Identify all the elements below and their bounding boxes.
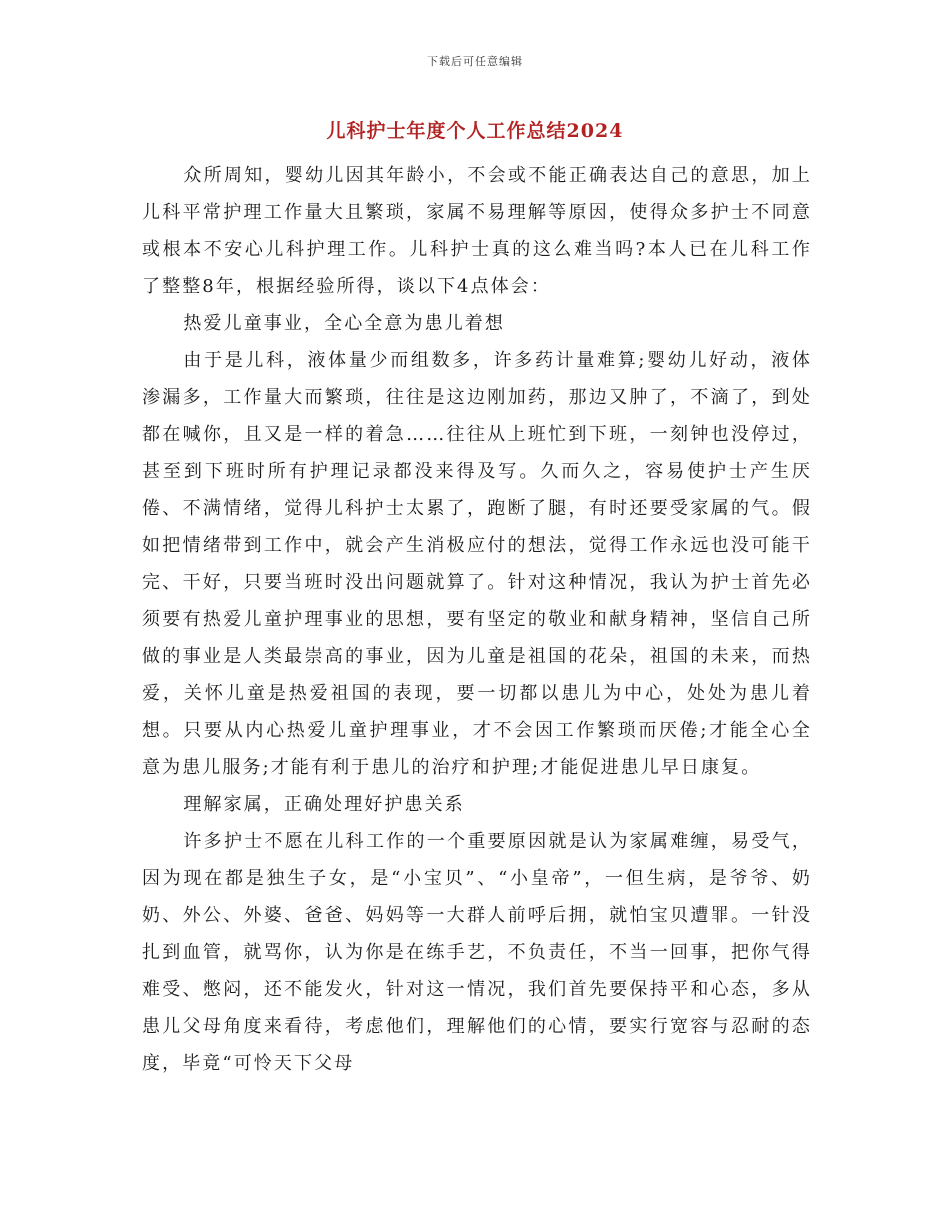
paragraph-intro: 众所周知，婴幼儿因其年龄小，不会或不能正确表达自己的意思，加上儿科平常护理工作量大且繁琐，家属不易理解等原因，使得众多护士不同意或根本不安心儿科护理工作。儿科护士真的这么难当吗?本人已在儿科工作了整整8年，根据经验所得，谈以下4点体会： — [142, 165, 812, 297]
section-heading-1: 热爱儿童事业，全心全意为患儿着想 — [183, 313, 505, 334]
paragraph-section-2: 许多护士不愿在儿科工作的一个重要原因就是认为家属难缠，易受气，因为现在都是独生子女，是“小宝贝”、“小皇帝”，一但生病，是爷爷、奶奶、外公、外婆、爸爸、妈妈等一大群人前呼后拥，就怕宝贝遭罪。一针没扎到血管，就骂你，认为你是在练手艺，不负责任，不当一回事，把你气得难受、憋闷，还不能发火，针对这一情况，我们首先要保持平和心态，多从患儿父母角度来看待，考虑他们，理解他们的心情，要实行宽容与忍耐的态度，毕竟“可怜天下父母 — [142, 831, 812, 1074]
section-heading-2: 理解家属，正确处理好护患关系 — [183, 794, 465, 815]
document-title: 儿科护士年度个人工作总结2024 — [326, 120, 624, 142]
paragraph-section-1: 由于是儿科，液体量少而组数多，许多药计量难算;婴幼儿好动，液体渗漏多，工作量大而繁琐，往往是这边刚加药，那边又肿了，不滴了，到处都在喊你，且又是一样的着急……往往从上班忙到下班，一刻钟也没停过，甚至到下班时所有护理记录都没来得及写。久而久之，容易使护士产生厌倦、不满情绪，觉得儿科护士太累了，跑断了腿，有时还要受家属的气。假如把情绪带到工作中，就会产生消极应付的想法，觉得工作永远也没可能干完、干好，只要当班时没出问题就算了。针对这种情况，我认为护士首先必须要有热爱儿童护理事业的思想，要有坚定的敬业和献身精神，坚信自己所做的事业是人类最崇高的事业，因为儿童是祖国的花朵，祖国的未来，而热爱，关怀儿童是热爱祖国的表现，要一切都以患儿为中心，处处为患儿着想。只要从内心热爱儿童护理事业，才不会因工作繁琐而厌倦;才能全心全意为患儿服务;才能有利于患儿的治疗和护理;才能促进患儿早日康复。 — [142, 350, 812, 778]
document-body — [142, 157, 812, 1082]
page-header: 下载后可任意编辑 — [427, 55, 523, 68]
